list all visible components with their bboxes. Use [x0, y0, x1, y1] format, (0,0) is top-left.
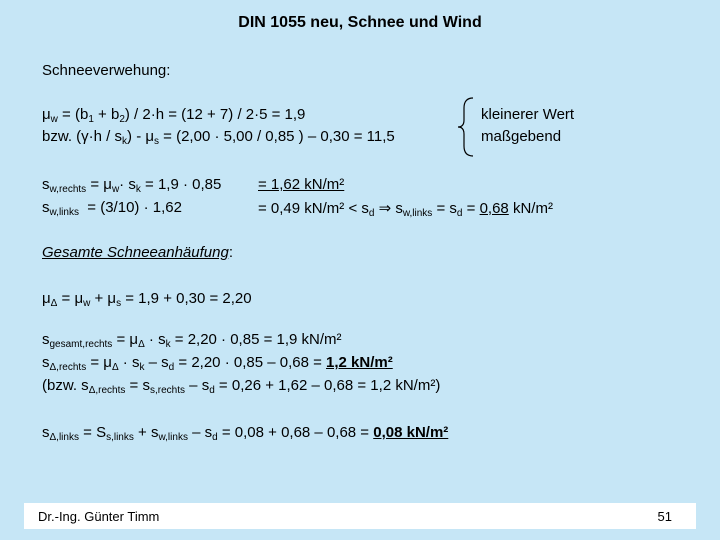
- formula-s-gesamt-rechts: $s_{gesamt,rechts} = \mu_\Delta \cdot s_k = 2,20 \cdot 0,85 = 1,9$ kN/m²: [42, 331, 342, 350]
- formula-mu-w: $\mu_w = (b_1 + b_2) / 2\cdot h = (12 + 7) / 2\cdot 5 = 1,9$: [42, 106, 306, 125]
- note-massgebend: maßgebend: [481, 128, 562, 145]
- brace-icon: [456, 96, 476, 158]
- section-heading-schneeverwehung: Schneeverwehung:: [42, 62, 171, 79]
- formula-s-delta-links: $s_{\Delta,links} = S_{s,links} + s_{w,links} - s_d = 0,08 + 0,68 - 0,68 = 0,08$ kN/m²: [42, 424, 449, 443]
- formula-s-delta-rechts: $s_{\Delta,rechts} = \mu_\Delta \cdot s_k - s_d = 2,20 \cdot 0,85 - 0,68 = 1,2$ kN/m²: [42, 354, 393, 373]
- section-heading-schneeanhaeufung: Gesamte Schneeanhäufung:: [42, 244, 233, 261]
- result-s-delta-links: 0,08 kN/m²: [373, 424, 449, 441]
- formula-mu-delta: $\mu_\Delta = \mu_w + \mu_s = 1,9 + 0,30 = 2,20$: [42, 290, 252, 309]
- formula-mu-w-alt: bzw. $(\gamma\cdot h / s_k) - \mu_s = (2,00 \cdot 5,00 / 0,85$ ) – 0,30 = 11,5: [42, 128, 395, 147]
- result-sw-links: = 0,49 $kN/m^2 < s_d$ ⇒ $s_{w,links} = s_d = 0,68$ kN/m²: [258, 200, 553, 219]
- note-kleinerer-wert: kleinerer Wert: [481, 106, 575, 123]
- formula-sw-rechts: $s_{w,rechts} = \mu_w\cdot s_k = 1,9 \cdot 0,85$: [42, 176, 222, 195]
- slide-title: DIN 1055 neu, Schnee und Wind: [238, 14, 482, 31]
- result-sw-rechts: = 1,62 kN/m²: [258, 176, 345, 193]
- footer-page-number: 51: [657, 509, 672, 524]
- footer-author: Dr.-Ing. Günter Timm: [38, 509, 160, 524]
- sw-links-value: 0,68: [479, 200, 509, 217]
- result-s-delta-rechts: 1,2 kN/m²: [326, 354, 393, 371]
- formula-sw-links: $s_{w,links} = (3/10) \cdot 1,62$: [42, 199, 182, 218]
- formula-s-delta-rechts-alt: (bzw. $s_{\Delta,rechts} = s_{s,rechts} - s_d = 0,26 + 1,62 - 0,68 = 1,2$ kN/m²): [42, 377, 441, 396]
